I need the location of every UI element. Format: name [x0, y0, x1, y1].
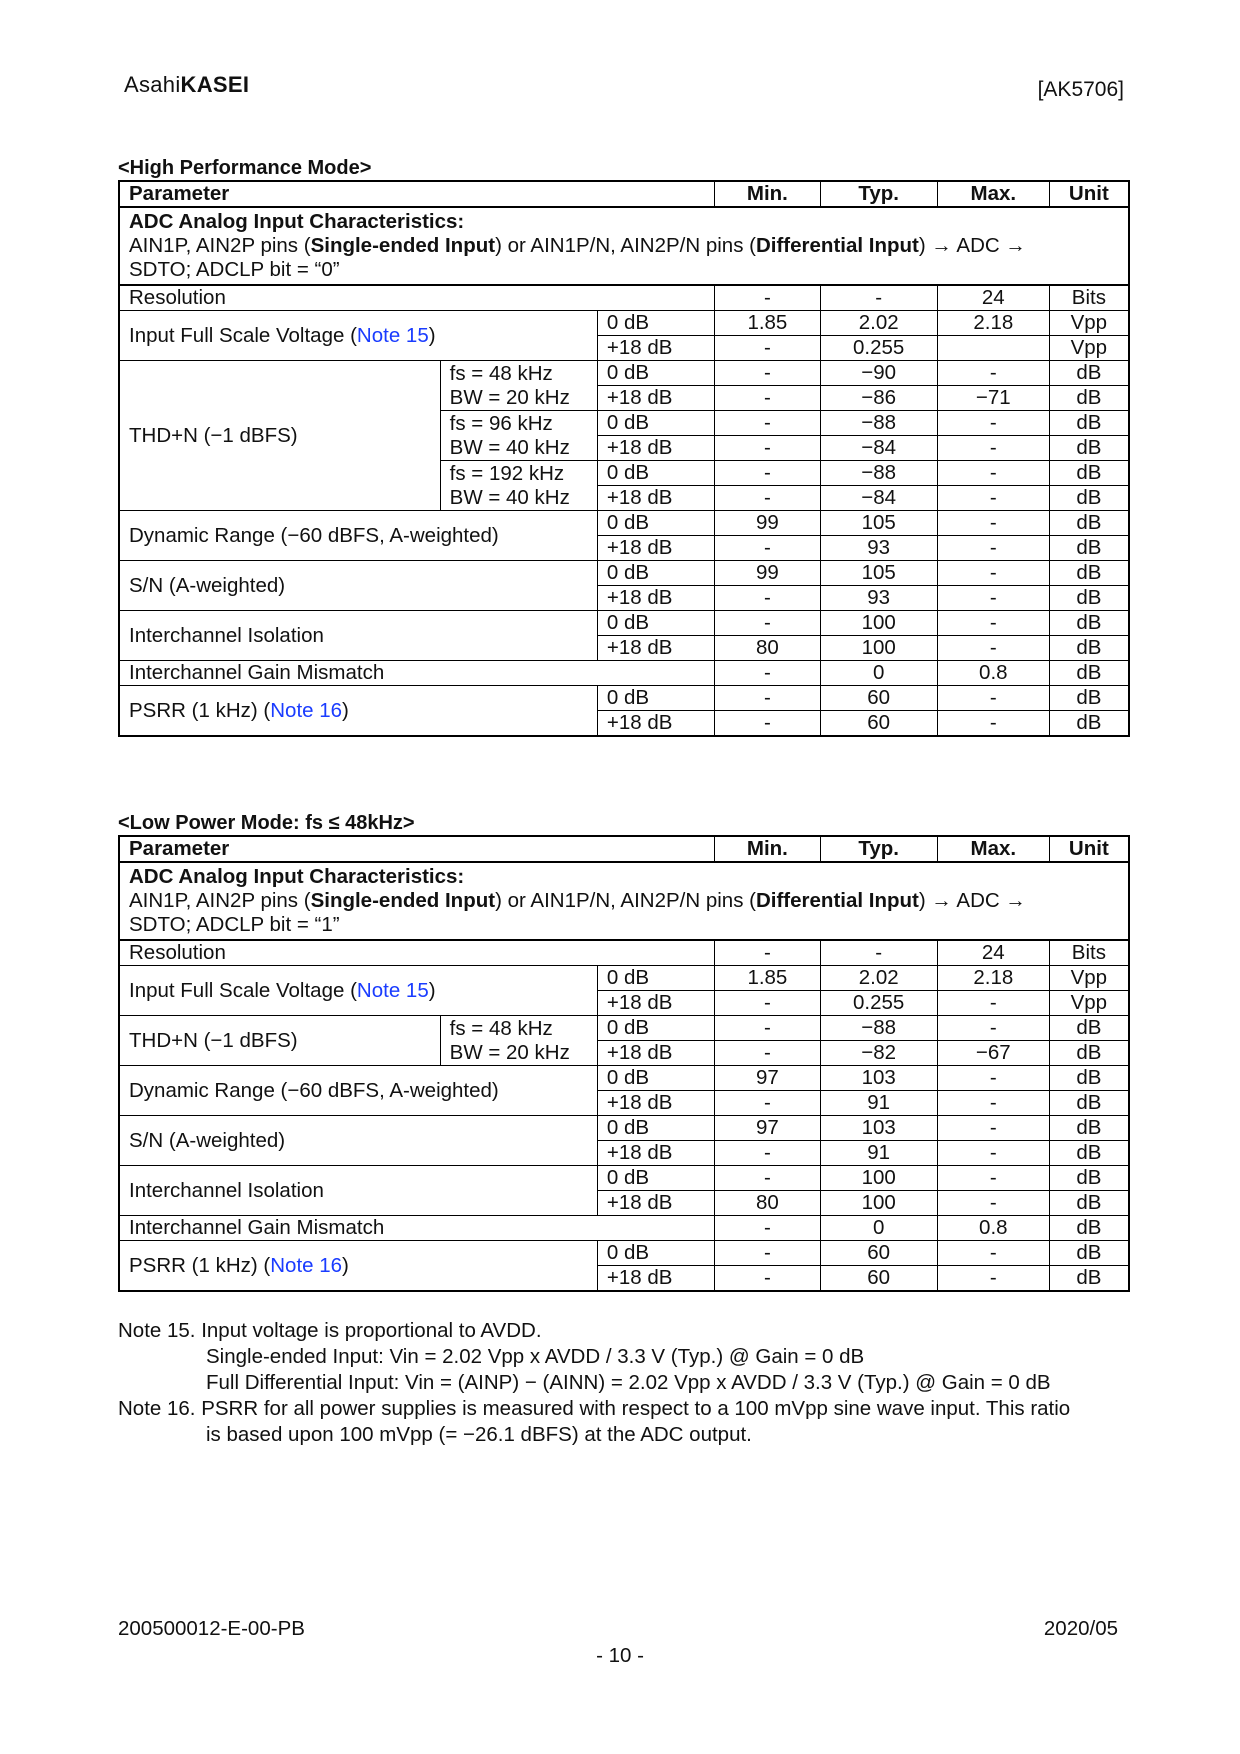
cell-max: 24 — [937, 940, 1049, 966]
cell-min: - — [715, 1241, 820, 1266]
input-full-scale-label — [119, 966, 597, 1016]
cell-max: - — [937, 1066, 1049, 1091]
bw-value: BW = 40 kHz — [449, 435, 570, 459]
single-ended-label: Single-ended Input — [310, 234, 496, 257]
table-row — [119, 966, 1129, 991]
cell-min: 1.85 — [715, 311, 820, 336]
cell-min: - — [715, 661, 820, 686]
cell-typ: - — [820, 285, 937, 311]
cell-max: - — [937, 1116, 1049, 1141]
group-header-row — [119, 862, 1129, 940]
cell-unit: dB — [1049, 1266, 1129, 1292]
cell-max: - — [937, 1166, 1049, 1191]
cell-typ: 0.255 — [820, 991, 937, 1016]
cell-max: - — [937, 1016, 1049, 1041]
cell-unit: Vpp — [1049, 991, 1129, 1016]
cell-min: - — [715, 1216, 820, 1241]
cell-max: - — [937, 361, 1049, 386]
cell-unit: dB — [1049, 461, 1129, 486]
cell-min: - — [715, 1041, 820, 1066]
group-text: ) → ADC → — [918, 889, 1026, 912]
cell-min: - — [715, 611, 820, 636]
cell-gain: +18 dB — [597, 486, 714, 511]
cell-min: - — [715, 940, 820, 966]
cell-gain: +18 dB — [597, 336, 714, 361]
note-15-link[interactable]: Note 15 — [356, 978, 429, 1002]
cell-unit: dB — [1049, 1016, 1129, 1041]
cell-min: 99 — [715, 511, 820, 536]
cell-typ: 60 — [820, 1266, 937, 1292]
cell-max: - — [937, 1091, 1049, 1116]
table-row — [119, 561, 1129, 586]
table-row — [119, 1066, 1129, 1091]
cell-min: - — [715, 536, 820, 561]
cell-max: - — [937, 411, 1049, 436]
group-text: ) or AIN1P/N, AIN2P/N pins ( — [495, 889, 756, 912]
note-16-line: is based upon 100 mVpp (= −26.1 dBFS) at the ADC output. — [206, 1423, 752, 1446]
cell-unit: dB — [1049, 1041, 1129, 1066]
label-text: ) — [428, 978, 436, 1002]
col-min: Min. — [715, 181, 820, 207]
cell-typ: 60 — [820, 1241, 937, 1266]
table-row — [119, 1216, 1129, 1241]
col-typ: Typ. — [820, 181, 937, 207]
bw-value: BW = 40 kHz — [449, 485, 570, 509]
bw-value: BW = 20 kHz — [449, 385, 570, 409]
cell-max: 2.18 — [937, 311, 1049, 336]
col-typ: Typ. — [820, 836, 937, 862]
cell-unit: dB — [1049, 686, 1129, 711]
cell-typ: 0 — [820, 1216, 937, 1241]
sn-label: S/N (A-weighted) — [119, 561, 597, 611]
cell-gain: +18 dB — [597, 586, 714, 611]
cell-typ: −82 — [820, 1041, 937, 1066]
isolation-label: Interchannel Isolation — [119, 611, 597, 661]
cell-typ: 100 — [820, 1191, 937, 1216]
cell-unit: dB — [1049, 711, 1129, 737]
psrr-label — [119, 1241, 597, 1292]
cell-unit: dB — [1049, 1116, 1129, 1141]
cell-typ: - — [820, 940, 937, 966]
page-number: - 10 - — [596, 1644, 644, 1667]
cell-typ: 91 — [820, 1141, 937, 1166]
cell-gain: +18 dB — [597, 436, 714, 461]
cell-typ: −84 — [820, 436, 937, 461]
cell-unit: dB — [1049, 586, 1129, 611]
bw-value: BW = 20 kHz — [449, 1040, 570, 1064]
cell-max: - — [937, 561, 1049, 586]
cell-min: - — [715, 1266, 820, 1292]
note-16-link[interactable]: Note 16 — [270, 1253, 343, 1277]
thd-condition — [440, 411, 597, 461]
logo-bold-text: KASEI — [180, 72, 250, 97]
cell-typ: 60 — [820, 711, 937, 737]
cell-typ: 100 — [820, 1166, 937, 1191]
cell-max: - — [937, 991, 1049, 1016]
table-row — [119, 661, 1129, 686]
cell-unit: dB — [1049, 361, 1129, 386]
cell-gain: 0 dB — [597, 1016, 714, 1041]
note-15-line: Note 15. Input voltage is proportional to AVDD. — [118, 1319, 542, 1342]
cell-unit: Vpp — [1049, 336, 1129, 361]
gain-mismatch-label: Interchannel Gain Mismatch — [119, 661, 715, 686]
cell-gain: 0 dB — [597, 1116, 714, 1141]
table-row — [119, 686, 1129, 711]
cell-typ: 2.02 — [820, 311, 937, 336]
cell-min: - — [715, 411, 820, 436]
cell-min: - — [715, 586, 820, 611]
group-text: AIN1P, AIN2P pins ( — [129, 234, 311, 257]
cell-typ: 0.255 — [820, 336, 937, 361]
notes-section — [118, 1318, 1130, 1448]
psrr-label — [119, 686, 597, 737]
cell-unit: dB — [1049, 436, 1129, 461]
cell-max: - — [937, 436, 1049, 461]
group-text: AIN1P, AIN2P pins ( — [129, 889, 311, 912]
cell-gain: 0 dB — [597, 966, 714, 991]
cell-typ: 105 — [820, 511, 937, 536]
cell-max: −67 — [937, 1041, 1049, 1066]
cell-typ: 100 — [820, 611, 937, 636]
table-row — [119, 311, 1129, 336]
fs-value: fs = 48 kHz — [449, 1016, 553, 1040]
cell-gain: 0 dB — [597, 411, 714, 436]
cell-min: - — [715, 436, 820, 461]
cell-gain: +18 dB — [597, 991, 714, 1016]
cell-gain: +18 dB — [597, 1141, 714, 1166]
cell-max: - — [937, 711, 1049, 737]
cell-unit: dB — [1049, 1166, 1129, 1191]
cell-typ: 103 — [820, 1066, 937, 1091]
cell-gain: 0 dB — [597, 1241, 714, 1266]
fs-value: fs = 192 kHz — [449, 461, 565, 485]
group-title: ADC Analog Input Characteristics: — [129, 210, 465, 233]
cell-min: - — [715, 991, 820, 1016]
table-header-row — [119, 836, 1129, 862]
resolution-label: Resolution — [119, 940, 715, 966]
cell-min: - — [715, 461, 820, 486]
cell-max: 24 — [937, 285, 1049, 311]
cell-max: 0.8 — [937, 661, 1049, 686]
cell-min: 80 — [715, 1191, 820, 1216]
label-text: Input Full Scale Voltage ( — [129, 978, 357, 1002]
cell-unit: dB — [1049, 1241, 1129, 1266]
note-16-line: Note 16. PSRR for all power supplies is measured with respect to a 100 mVpp sine wave input. This ratio — [118, 1397, 1071, 1420]
cell-typ: 0 — [820, 661, 937, 686]
cell-max: - — [937, 636, 1049, 661]
cell-unit: dB — [1049, 636, 1129, 661]
table-row — [119, 511, 1129, 536]
cell-unit: dB — [1049, 536, 1129, 561]
col-max: Max. — [937, 836, 1049, 862]
fs-value: fs = 48 kHz — [449, 361, 553, 385]
note-15-line: Full Differential Input: Vin = (AINP) − (AINN) = 2.02 Vpp x AVDD / 3.3 V (Typ.) @ Gain = 0 dB — [206, 1371, 1051, 1394]
cell-gain: 0 dB — [597, 1066, 714, 1091]
resolution-label: Resolution — [119, 285, 715, 311]
group-text: ) or AIN1P/N, AIN2P/N pins ( — [495, 234, 756, 257]
cell-max: 2.18 — [937, 966, 1049, 991]
thd-label: THD+N (−1 dBFS) — [119, 1016, 440, 1066]
high-performance-mode-title: <High Performance Mode> — [118, 157, 372, 179]
cell-gain: 0 dB — [597, 686, 714, 711]
group-description — [119, 862, 1129, 940]
cell-min: - — [715, 1141, 820, 1166]
table-row — [119, 1016, 1129, 1041]
high-performance-table — [118, 180, 1130, 737]
cell-unit: Vpp — [1049, 966, 1129, 991]
dynamic-range-label: Dynamic Range (−60 dBFS, A-weighted) — [119, 1066, 597, 1116]
cell-min: - — [715, 486, 820, 511]
cell-unit: dB — [1049, 411, 1129, 436]
cell-typ: 60 — [820, 686, 937, 711]
cell-typ: 93 — [820, 536, 937, 561]
table-row — [119, 285, 1129, 311]
cell-min: - — [715, 1016, 820, 1041]
cell-min: - — [715, 285, 820, 311]
note-15-line: Single-ended Input: Vin = 2.02 Vpp x AVDD / 3.3 V (Typ.) @ Gain = 0 dB — [206, 1345, 865, 1368]
cell-unit: dB — [1049, 486, 1129, 511]
cell-unit: dB — [1049, 1216, 1129, 1241]
differential-label: Differential Input — [755, 234, 919, 257]
col-unit: Unit — [1049, 181, 1129, 207]
cell-max: - — [937, 686, 1049, 711]
cell-gain: 0 dB — [597, 311, 714, 336]
thd-condition — [440, 461, 597, 511]
cell-gain: +18 dB — [597, 636, 714, 661]
note-15-link[interactable]: Note 15 — [356, 323, 429, 347]
thd-label: THD+N (−1 dBFS) — [119, 361, 440, 511]
cell-max: - — [937, 1241, 1049, 1266]
cell-max: - — [937, 461, 1049, 486]
cell-gain: +18 dB — [597, 386, 714, 411]
document-date: 2020/05 — [1043, 1617, 1118, 1640]
label-text: ) — [342, 698, 349, 722]
cell-max: - — [937, 1191, 1049, 1216]
table-row — [119, 1241, 1129, 1266]
cell-gain: 0 dB — [597, 461, 714, 486]
cell-typ: −86 — [820, 386, 937, 411]
low-power-mode-title: <Low Power Mode: fs ≤ 48kHz> — [118, 812, 415, 834]
label-text: Input Full Scale Voltage ( — [129, 323, 357, 347]
cell-max: - — [937, 586, 1049, 611]
gain-mismatch-label: Interchannel Gain Mismatch — [119, 1216, 715, 1241]
cell-gain: 0 dB — [597, 561, 714, 586]
cell-unit: dB — [1049, 561, 1129, 586]
group-description — [119, 207, 1129, 285]
fs-value: fs = 96 kHz — [449, 411, 553, 435]
cell-min: - — [715, 686, 820, 711]
adclp-setting: SDTO; ADCLP bit = “0” — [129, 258, 340, 281]
cell-min: 97 — [715, 1066, 820, 1091]
col-parameter: Parameter — [119, 181, 715, 207]
cell-max: - — [937, 486, 1049, 511]
cell-gain: 0 dB — [597, 1166, 714, 1191]
table-row — [119, 361, 1129, 386]
label-text: PSRR (1 kHz) ( — [129, 1253, 271, 1277]
cell-gain: +18 dB — [597, 711, 714, 737]
cell-typ: 93 — [820, 586, 937, 611]
cell-gain: 0 dB — [597, 511, 714, 536]
isolation-label: Interchannel Isolation — [119, 1166, 597, 1216]
cell-typ: −90 — [820, 361, 937, 386]
cell-min: - — [715, 386, 820, 411]
cell-gain: +18 dB — [597, 1191, 714, 1216]
cell-gain: 0 dB — [597, 361, 714, 386]
single-ended-label: Single-ended Input — [310, 889, 496, 912]
label-text: ) — [342, 1253, 349, 1277]
thd-condition — [440, 1016, 597, 1066]
cell-min: - — [715, 1166, 820, 1191]
col-unit: Unit — [1049, 836, 1129, 862]
cell-typ: −88 — [820, 1016, 937, 1041]
document-reference: [AK5706] — [1037, 78, 1124, 101]
cell-max: - — [937, 536, 1049, 561]
cell-max: −71 — [937, 386, 1049, 411]
cell-unit: dB — [1049, 386, 1129, 411]
table-row — [119, 611, 1129, 636]
cell-min: - — [715, 336, 820, 361]
group-header-row — [119, 207, 1129, 285]
cell-typ: 91 — [820, 1091, 937, 1116]
cell-typ: −88 — [820, 411, 937, 436]
adclp-setting: SDTO; ADCLP bit = “1” — [129, 913, 340, 936]
cell-unit: dB — [1049, 1191, 1129, 1216]
dynamic-range-label: Dynamic Range (−60 dBFS, A-weighted) — [119, 511, 597, 561]
label-text: ) — [428, 323, 436, 347]
table-row — [119, 940, 1129, 966]
cell-gain: 0 dB — [597, 611, 714, 636]
cell-max: - — [937, 611, 1049, 636]
cell-typ: 100 — [820, 636, 937, 661]
cell-typ: −84 — [820, 486, 937, 511]
cell-typ: 105 — [820, 561, 937, 586]
col-parameter: Parameter — [119, 836, 715, 862]
cell-max — [937, 336, 1049, 361]
table-row — [119, 1166, 1129, 1191]
cell-min: 1.85 — [715, 966, 820, 991]
cell-typ: −88 — [820, 461, 937, 486]
differential-label: Differential Input — [755, 889, 919, 912]
asahi-kasei-logo — [124, 72, 249, 98]
thd-condition — [440, 361, 597, 411]
cell-min: 99 — [715, 561, 820, 586]
cell-gain: +18 dB — [597, 536, 714, 561]
note-16-link[interactable]: Note 16 — [270, 698, 343, 722]
col-min: Min. — [715, 836, 820, 862]
cell-min: 97 — [715, 1116, 820, 1141]
cell-min: - — [715, 1091, 820, 1116]
document-number: 200500012-E-00-PB — [118, 1617, 305, 1640]
cell-unit: dB — [1049, 611, 1129, 636]
cell-typ: 103 — [820, 1116, 937, 1141]
cell-unit: Vpp — [1049, 311, 1129, 336]
low-power-table — [118, 835, 1130, 1292]
cell-gain: +18 dB — [597, 1266, 714, 1292]
cell-max: - — [937, 1141, 1049, 1166]
cell-unit: Bits — [1049, 940, 1129, 966]
cell-min: 80 — [715, 636, 820, 661]
col-max: Max. — [937, 181, 1049, 207]
group-title: ADC Analog Input Characteristics: — [129, 865, 465, 888]
label-text: PSRR (1 kHz) ( — [129, 698, 271, 722]
cell-unit: dB — [1049, 1141, 1129, 1166]
cell-typ: 2.02 — [820, 966, 937, 991]
cell-unit: dB — [1049, 1066, 1129, 1091]
cell-gain: +18 dB — [597, 1041, 714, 1066]
cell-max: - — [937, 1266, 1049, 1292]
logo-light-text: Asahi — [124, 72, 181, 97]
input-full-scale-label — [119, 311, 597, 361]
cell-min: - — [715, 361, 820, 386]
cell-unit: dB — [1049, 511, 1129, 536]
sn-label: S/N (A-weighted) — [119, 1116, 597, 1166]
group-text: ) → ADC → — [918, 234, 1026, 257]
cell-min: - — [715, 711, 820, 737]
cell-unit: dB — [1049, 1091, 1129, 1116]
table-header-row — [119, 181, 1129, 207]
table-row — [119, 1116, 1129, 1141]
cell-max: 0.8 — [937, 1216, 1049, 1241]
cell-unit: dB — [1049, 661, 1129, 686]
cell-max: - — [937, 511, 1049, 536]
cell-unit: Bits — [1049, 285, 1129, 311]
cell-gain: +18 dB — [597, 1091, 714, 1116]
